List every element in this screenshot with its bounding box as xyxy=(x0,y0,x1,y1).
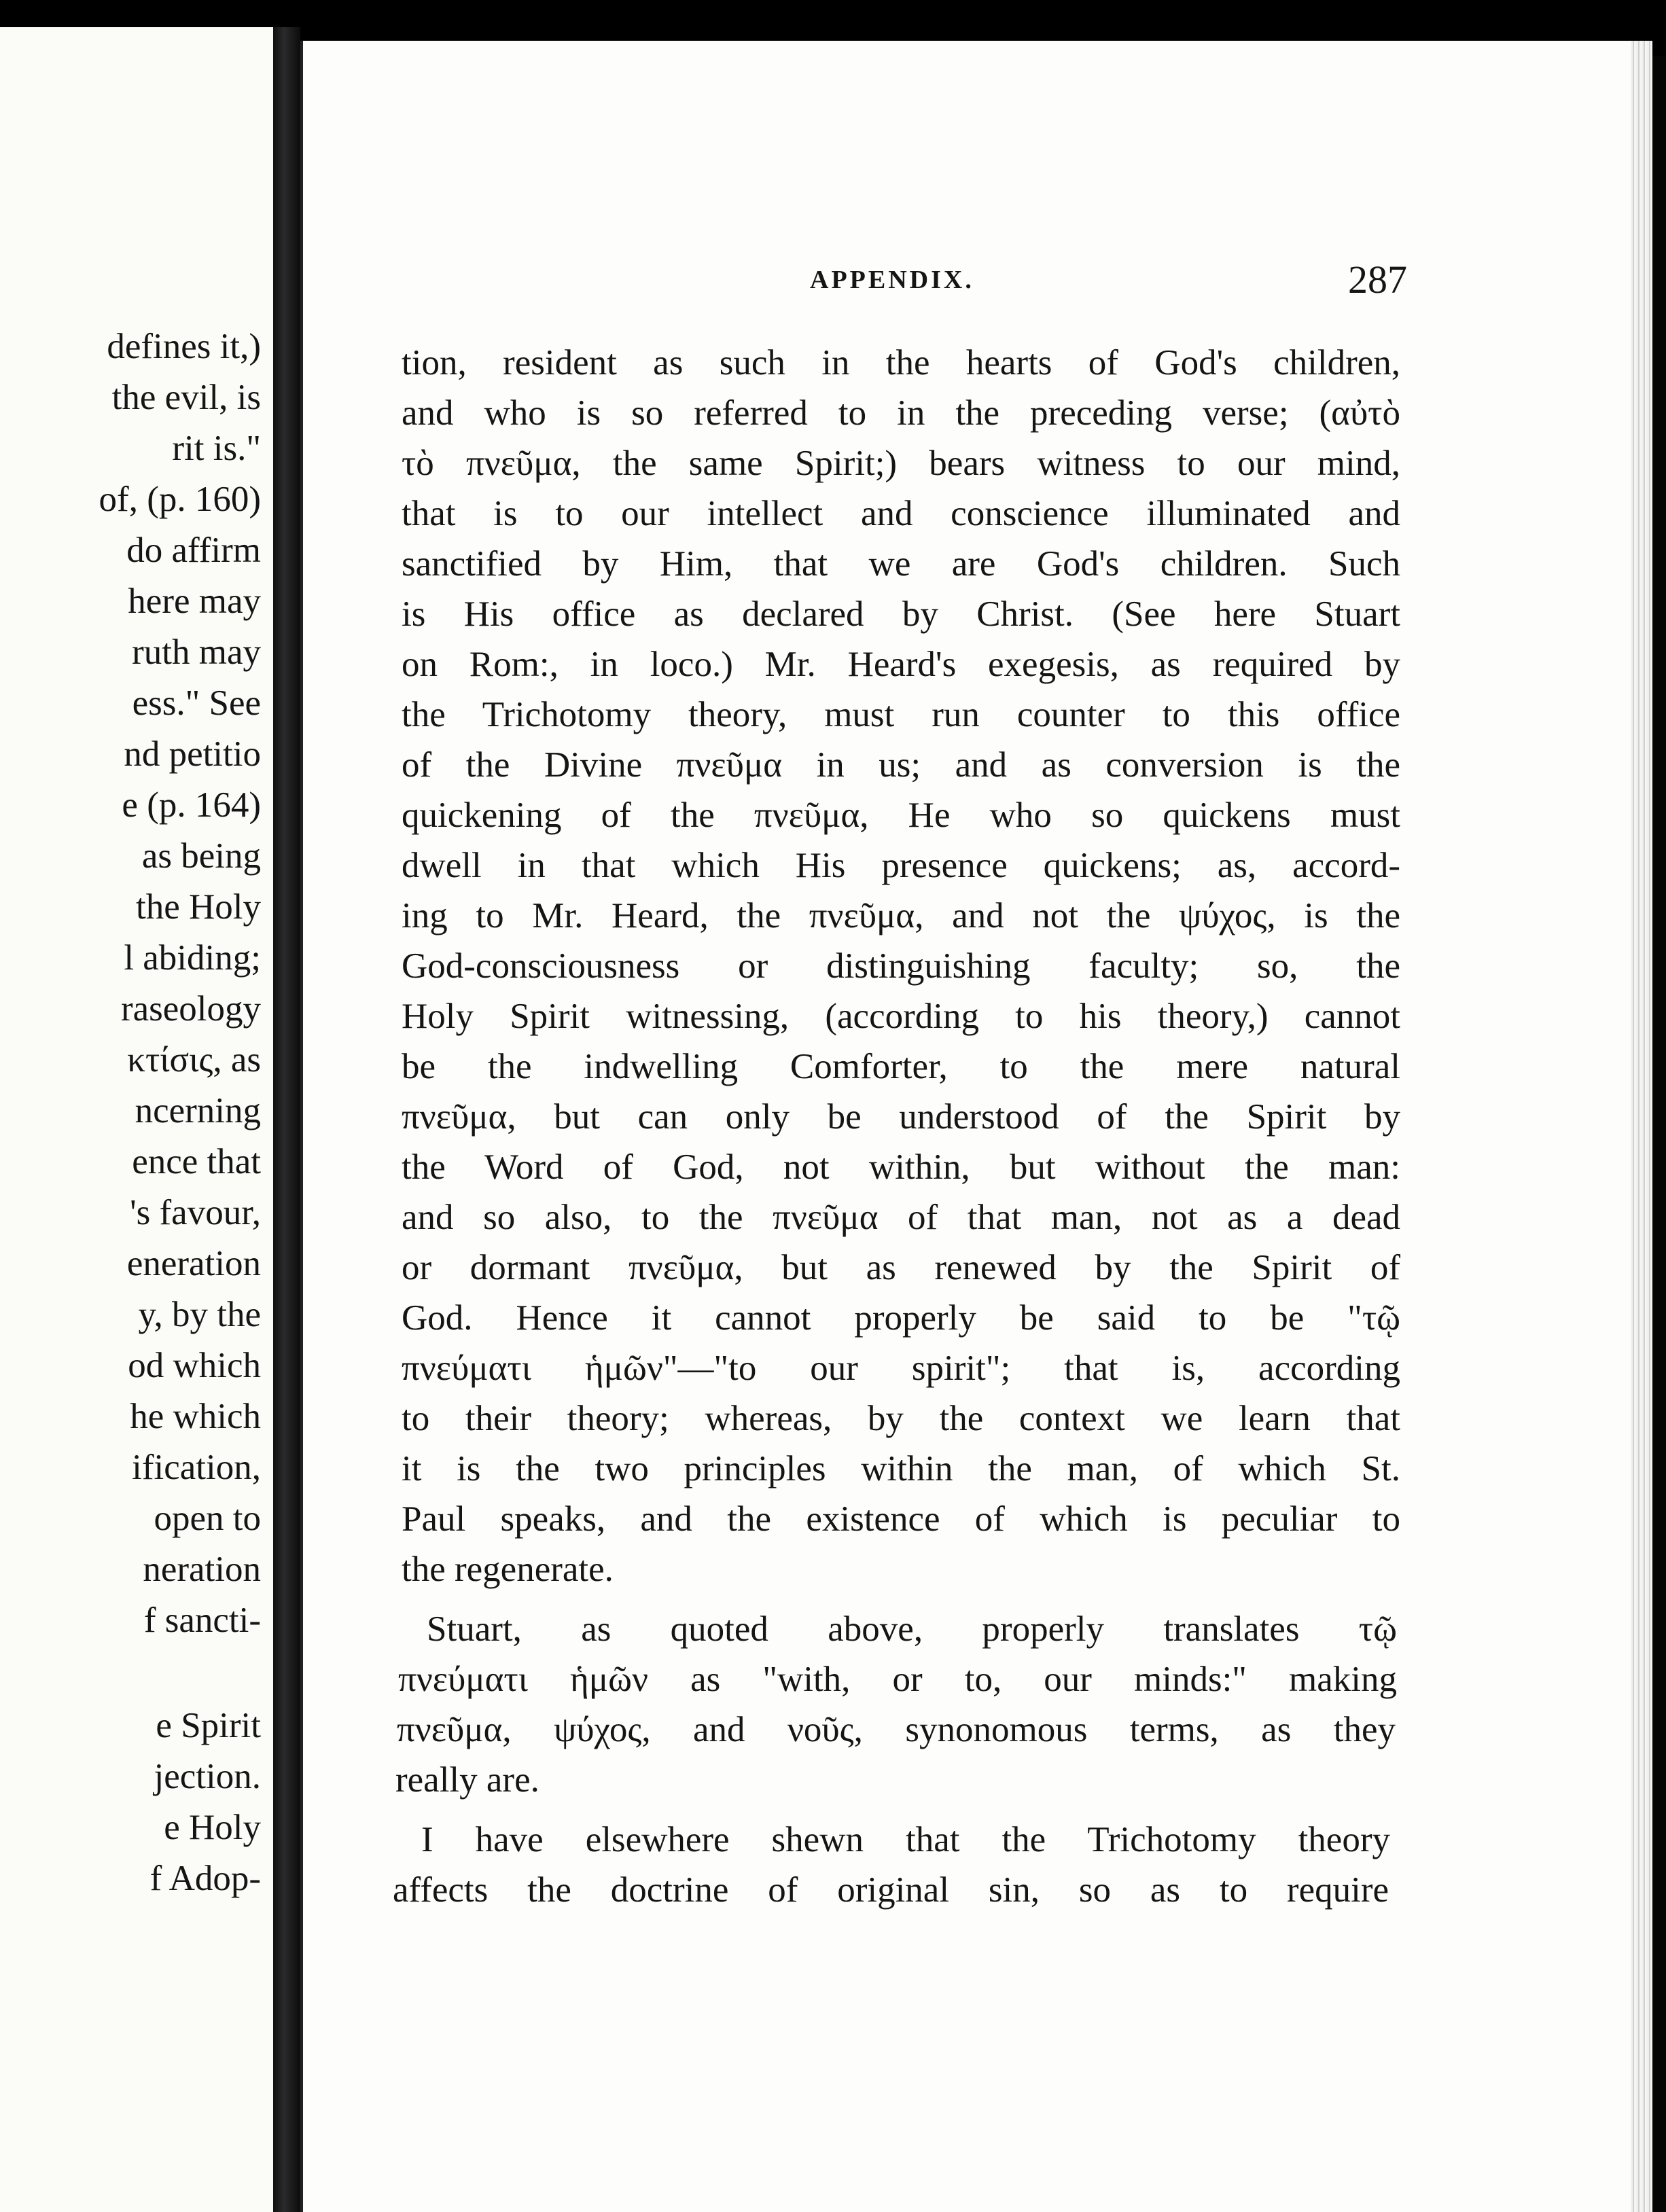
body-line: really are. xyxy=(395,1760,539,1800)
body-line: be the indwelling Comforter, to the mere natural xyxy=(402,1047,1400,1086)
left-page-line: l abiding; xyxy=(124,938,261,978)
book-gutter xyxy=(273,27,300,2212)
left-page-line: neration xyxy=(143,1550,261,1589)
body-line: quickening of the πνεῦμα, He who so quickens must xyxy=(402,796,1400,835)
body-line: Paul speaks, and the existence of which is peculiar to xyxy=(402,1499,1400,1539)
body-line: or dormant πνεῦμα, but as renewed by the Spirit of xyxy=(402,1248,1400,1287)
left-page-line: ification, xyxy=(132,1448,261,1487)
paragraph-first-line: Stuart, as quoted above, properly translates τῷ xyxy=(427,1609,1397,1649)
body-line: affects the doctrine of original sin, so as to require xyxy=(393,1870,1389,1910)
left-page xyxy=(0,27,273,2212)
left-page-line: y, by the xyxy=(138,1295,261,1334)
left-page-line: the evil, is xyxy=(111,378,261,417)
body-line: sanctified by Him, that we are God's children. Such xyxy=(402,544,1400,584)
body-line: it is the two principles within the man, of which St. xyxy=(402,1449,1400,1488)
running-head: APPENDIX. xyxy=(810,266,974,294)
page-number: 287 xyxy=(1348,257,1407,302)
left-page-line: open to xyxy=(154,1499,261,1538)
left-page-line: f sancti- xyxy=(143,1601,261,1640)
body-line: Holy Spirit witnessing, (according to his theory,) cannot xyxy=(402,997,1400,1036)
left-page-line: as being xyxy=(141,836,261,876)
left-page-line: od which xyxy=(128,1346,261,1385)
left-page-line: ncerning xyxy=(135,1091,261,1130)
body-line: is His office as declared by Christ. (See here Stuart xyxy=(402,594,1400,634)
left-page-line: nd petitio xyxy=(124,734,261,774)
left-page-line: jection. xyxy=(154,1757,261,1796)
left-page-line: do affirm xyxy=(126,531,261,570)
body-line: on Rom:, in loco.) Mr. Heard's exegesis, as required by xyxy=(402,645,1400,684)
body-line: the Word of God, not within, but without the man: xyxy=(402,1147,1400,1187)
body-line: tion, resident as such in the hearts of God's children, xyxy=(402,343,1400,382)
body-line: the Trichotomy theory, must run counter to this office xyxy=(402,695,1400,734)
body-line: God. Hence it cannot properly be said to be "τῷ xyxy=(402,1298,1400,1338)
left-page-line: 's favour, xyxy=(130,1193,261,1232)
body-line: ing to Mr. Heard, the πνεῦμα, and not the ψύχος, is the xyxy=(402,896,1400,935)
body-line: πνεύματι ἡμῶν as "with, or to, our minds:" making xyxy=(398,1660,1397,1699)
left-page-line: κτίσις, as xyxy=(127,1040,261,1080)
left-page-line: he which xyxy=(130,1397,261,1436)
body-line: and so also, to the πνεῦμα of that man, not as a dead xyxy=(402,1198,1400,1237)
left-page-line: e (p. 164) xyxy=(122,785,261,825)
left-page-line: defines it,) xyxy=(107,327,261,366)
body-line: and who is so referred to in the preceding verse; (αὐτὸ xyxy=(402,393,1400,433)
body-line: πνεῦμα, but can only be understood of the Spirit by xyxy=(402,1097,1400,1137)
body-line: πνεύματι ἡμῶν"—"to our spirit"; that is, according xyxy=(402,1349,1400,1388)
left-page-line: rit is." xyxy=(172,429,261,468)
left-page-line: eneration xyxy=(126,1244,261,1283)
left-page-line: ess." See xyxy=(132,683,261,723)
left-page-line: ence that xyxy=(132,1142,261,1181)
body-line: God-consciousness or distinguishing faculty; so, the xyxy=(402,946,1400,986)
body-line: dwell in that which His presence quickens; as, accord- xyxy=(402,846,1400,885)
left-page-line: f Adop- xyxy=(149,1859,261,1898)
left-page-line: here may xyxy=(128,582,261,621)
body-line: τὸ πνεῦμα, the same Spirit;) bears witness to our mind, xyxy=(402,444,1400,483)
left-page-line: ruth may xyxy=(132,632,261,672)
left-page-line: the Holy xyxy=(136,887,261,927)
page-edge xyxy=(1631,41,1652,2212)
body-line: to their theory; whereas, by the context we learn that xyxy=(402,1399,1400,1438)
paragraph-first-line: I have elsewhere shewn that the Trichotomy theory xyxy=(421,1820,1390,1859)
body-line: πνεῦμα, ψύχος, and νοῦς, synonomous terms, as they xyxy=(397,1710,1396,1749)
right-page xyxy=(300,41,1652,2212)
left-page-line: e Spirit xyxy=(156,1706,261,1745)
left-page-line: e Holy xyxy=(164,1808,261,1847)
body-line: of the Divine πνεῦμα in us; and as conversion is the xyxy=(402,745,1400,785)
body-line: the regenerate. xyxy=(402,1550,614,1589)
left-page-line: of, (p. 160) xyxy=(99,480,261,519)
left-page-line: raseology xyxy=(120,989,261,1029)
body-line: that is to our intellect and conscience illuminated and xyxy=(402,494,1400,533)
